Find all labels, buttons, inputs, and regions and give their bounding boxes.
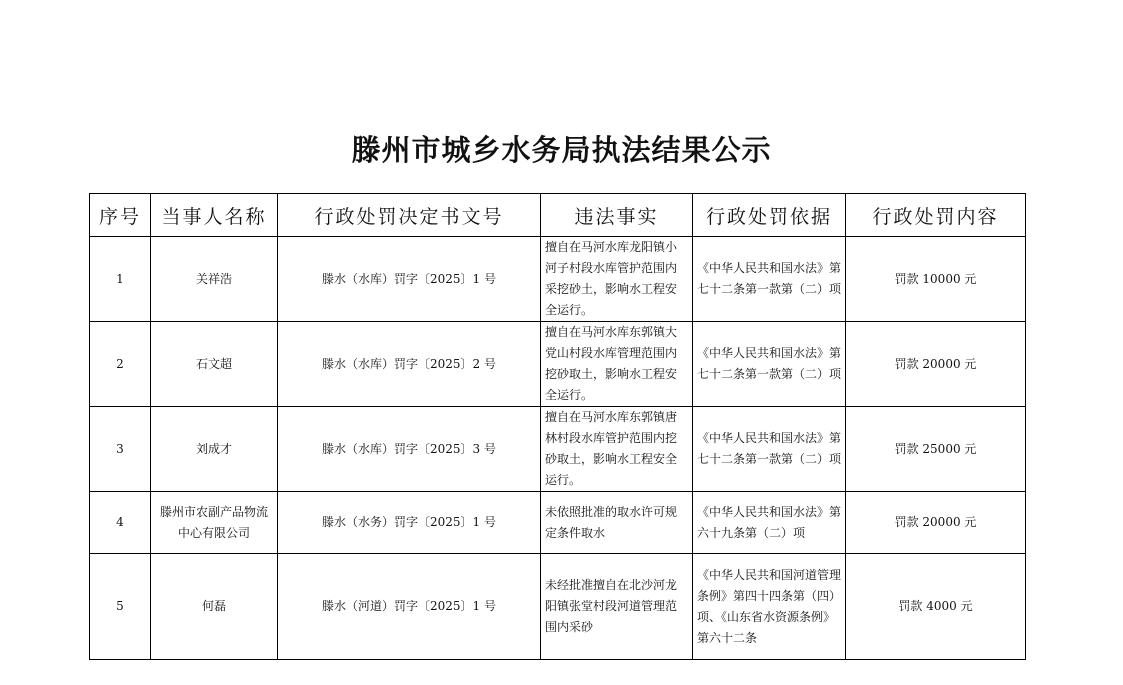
page-title: 滕州市城乡水务局执法结果公示 — [351, 133, 772, 167]
cell-violation-facts: 未依照批准的取水许可规定条件取水 — [541, 492, 693, 554]
cell-serial-no: 5 — [90, 554, 151, 660]
cell-penalty-content: 罚款 20000 元 — [846, 492, 1026, 554]
header-penalty-content: 行政处罚内容 — [846, 194, 1026, 237]
cell-party-name: 何磊 — [151, 554, 278, 660]
cell-violation-facts: 擅自在马河水库东郭镇唐林村段水库管护范围内挖砂取土，影响水工程安全运行。 — [541, 407, 693, 492]
header-penalty-basis: 行政处罚依据 — [693, 194, 846, 237]
cell-party-name: 刘成才 — [151, 407, 278, 492]
cell-violation-facts: 擅自在马河水库龙阳镇小河子村段水库管护范围内采挖砂土，影响水工程安全运行。 — [541, 237, 693, 322]
table-row — [90, 237, 1026, 322]
cell-penalty-content: 罚款 4000 元 — [846, 554, 1026, 660]
cell-decision-number: 滕水（河道）罚字〔2025〕1 号 — [278, 554, 541, 660]
header-violation-facts: 违法事实 — [541, 194, 693, 237]
cell-party-name: 滕州市农副产品物流中心有限公司 — [151, 492, 278, 554]
cell-party-name: 石文超 — [151, 322, 278, 407]
cell-serial-no: 2 — [90, 322, 151, 407]
cell-decision-number: 滕水（水库）罚字〔2025〕1 号 — [278, 237, 541, 322]
cell-decision-number: 滕水（水库）罚字〔2025〕3 号 — [278, 407, 541, 492]
table-row — [90, 554, 1026, 660]
cell-penalty-basis: 《中华人民共和国河道管理条例》第四十四条第（四）项、《山东省水资源条例》第六十二条 — [693, 554, 846, 660]
cell-decision-number: 滕水（水务）罚字〔2025〕1 号 — [278, 492, 541, 554]
cell-violation-facts: 未经批准擅自在北沙河龙阳镇张堂村段河道管理范围内采砂 — [541, 554, 693, 660]
header-party-name: 当事人名称 — [151, 194, 278, 237]
table-header-row — [90, 194, 1026, 237]
table-row — [90, 492, 1026, 554]
cell-penalty-basis: 《中华人民共和国水法》第七十二条第一款第（二）项 — [693, 322, 846, 407]
cell-penalty-basis: 《中华人民共和国水法》第七十二条第一款第（二）项 — [693, 407, 846, 492]
enforcement-results-table — [89, 193, 1026, 660]
cell-violation-facts: 擅自在马河水库东郭镇大党山村段水库管理范围内挖砂取土，影响水工程安全运行。 — [541, 322, 693, 407]
cell-penalty-content: 罚款 25000 元 — [846, 407, 1026, 492]
cell-serial-no: 4 — [90, 492, 151, 554]
cell-penalty-content: 罚款 10000 元 — [846, 237, 1026, 322]
cell-serial-no: 1 — [90, 237, 151, 322]
cell-serial-no: 3 — [90, 407, 151, 492]
header-decision-number: 行政处罚决定书文号 — [278, 194, 541, 237]
cell-penalty-basis: 《中华人民共和国水法》第七十二条第一款第（二）项 — [693, 237, 846, 322]
cell-penalty-content: 罚款 20000 元 — [846, 322, 1026, 407]
table-row — [90, 322, 1026, 407]
cell-party-name: 关祥浩 — [151, 237, 278, 322]
cell-penalty-basis: 《中华人民共和国水法》第六十九条第（二）项 — [693, 492, 846, 554]
header-serial-no: 序号 — [90, 194, 151, 237]
table-row — [90, 407, 1026, 492]
cell-decision-number: 滕水（水库）罚字〔2025〕2 号 — [278, 322, 541, 407]
